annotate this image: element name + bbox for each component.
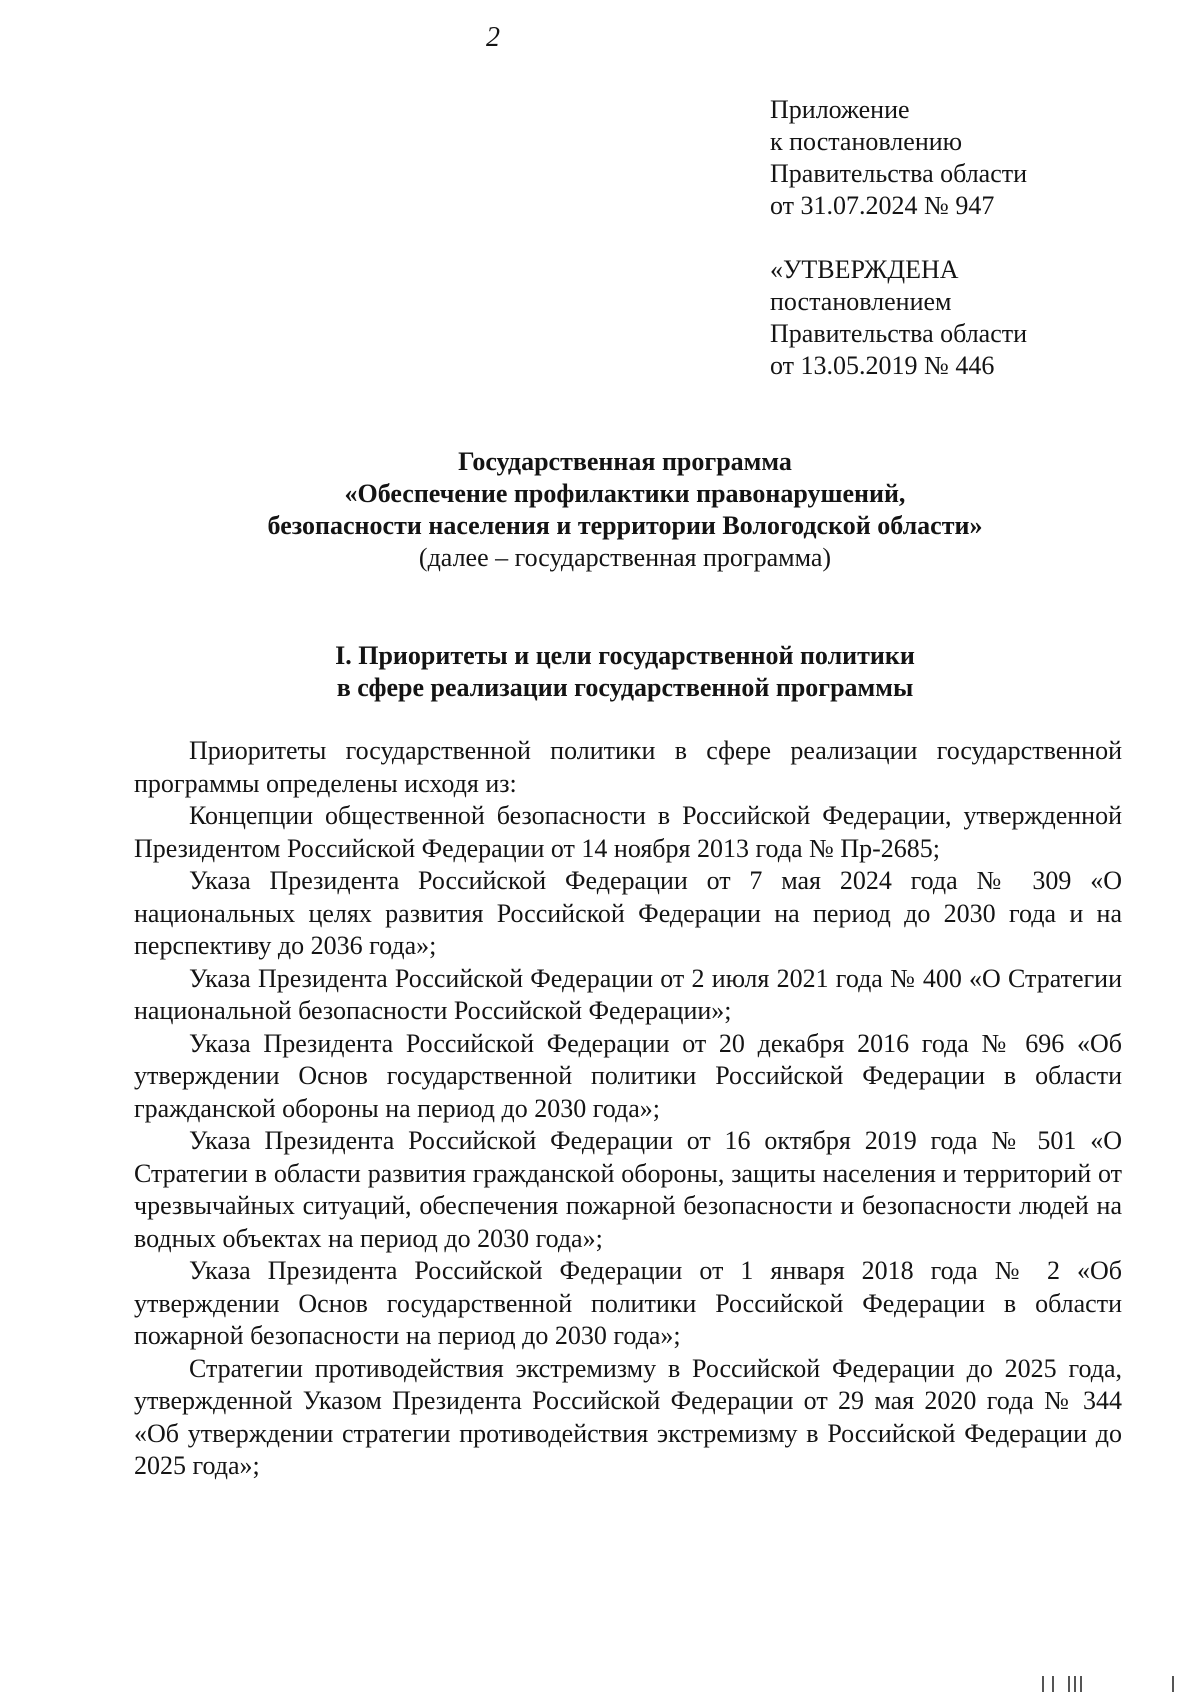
appendix-line: Приложение [770, 95, 910, 124]
paragraph: Указа Президента Российской Федерации от 2 июля 2021 года № 400 «О Стратегии национальной безопасности Российской Федерации»; [134, 963, 1122, 1025]
appendix-line: от 31.07.2024 № 947 [770, 191, 995, 220]
approval-line: «УТВЕРЖДЕНА [770, 255, 959, 284]
paragraph: Стратегии противодействия экстремизму в Российской Федерации до 2025 года, утвержденной Указом Президента Российской Федерации от 29 мая 2020 года № 344 «Об утверждении стратегии противодействия экстремизму в Российской Федерации до 2025 года»; [134, 1353, 1122, 1480]
paragraph: Указа Президента Российской Федерации от 20 декабря 2016 года № 696 «Об утверждении Основ государственной политики Российской Федерации в области гражданской обороны на период до 2030 года»; [134, 1028, 1122, 1123]
approval-line: Правительства области [770, 319, 1028, 348]
appendix-block [770, 94, 1027, 222]
paragraph: Указа Президента Российской Федерации от 1 января 2018 года № 2 «Об утверждении Основ государственной политики Российской Федерации в области пожарной безопасности на период до 2030 года»; [134, 1256, 1122, 1350]
paragraph: Концепции общественной безопасности в Российской Федерации, утвержденной Президентом Российской Федерации от 14 ноября 2013 года № Пр-2685; [134, 801, 1122, 863]
program-title-line: «Обеспечение профилактики правонарушений, [344, 479, 906, 508]
paragraph: Приоритеты государственной политики в сфере реализации государственной программы определены исходя из: [134, 736, 1122, 798]
paragraph: Указа Президента Российской Федерации от 16 октября 2019 года № 501 «О Стратегии в области развития гражданской обороны, защиты населения и территорий от чрезвычайных ситуаций, обеспечения пожарной безопасности и безопасности людей на водных объектах на период до 2030 года»; [134, 1126, 1122, 1253]
paragraph: Указа Президента Российской Федерации от 7 мая 2024 года № 309 «О национальных целях развития Российской Федерации на период до 2030 года и на перспективу до 2036 года»; [134, 866, 1122, 960]
page-number: 2 [486, 22, 500, 53]
section-title [130, 640, 1120, 704]
body-text [134, 735, 1122, 1483]
appendix-line: Правительства области [770, 159, 1028, 188]
appendix-line: к постановлению [770, 127, 963, 156]
section-title-line: в сфере реализации государственной программы [336, 673, 914, 702]
program-title [130, 446, 1120, 574]
program-title-line: Государственная программа [458, 447, 792, 476]
program-title-line: безопасности населения и территории Вологодской области» [267, 511, 983, 540]
section-title-line: I. Приоритеты и цели государственной политики [335, 641, 915, 670]
approval-line: от 13.05.2019 № 446 [770, 351, 995, 380]
approval-line: постановлением [770, 287, 952, 316]
approval-block [770, 254, 1027, 382]
program-title-note: (далее – государственная программа) [418, 543, 832, 572]
scan-edge-marks [1040, 1676, 1180, 1696]
